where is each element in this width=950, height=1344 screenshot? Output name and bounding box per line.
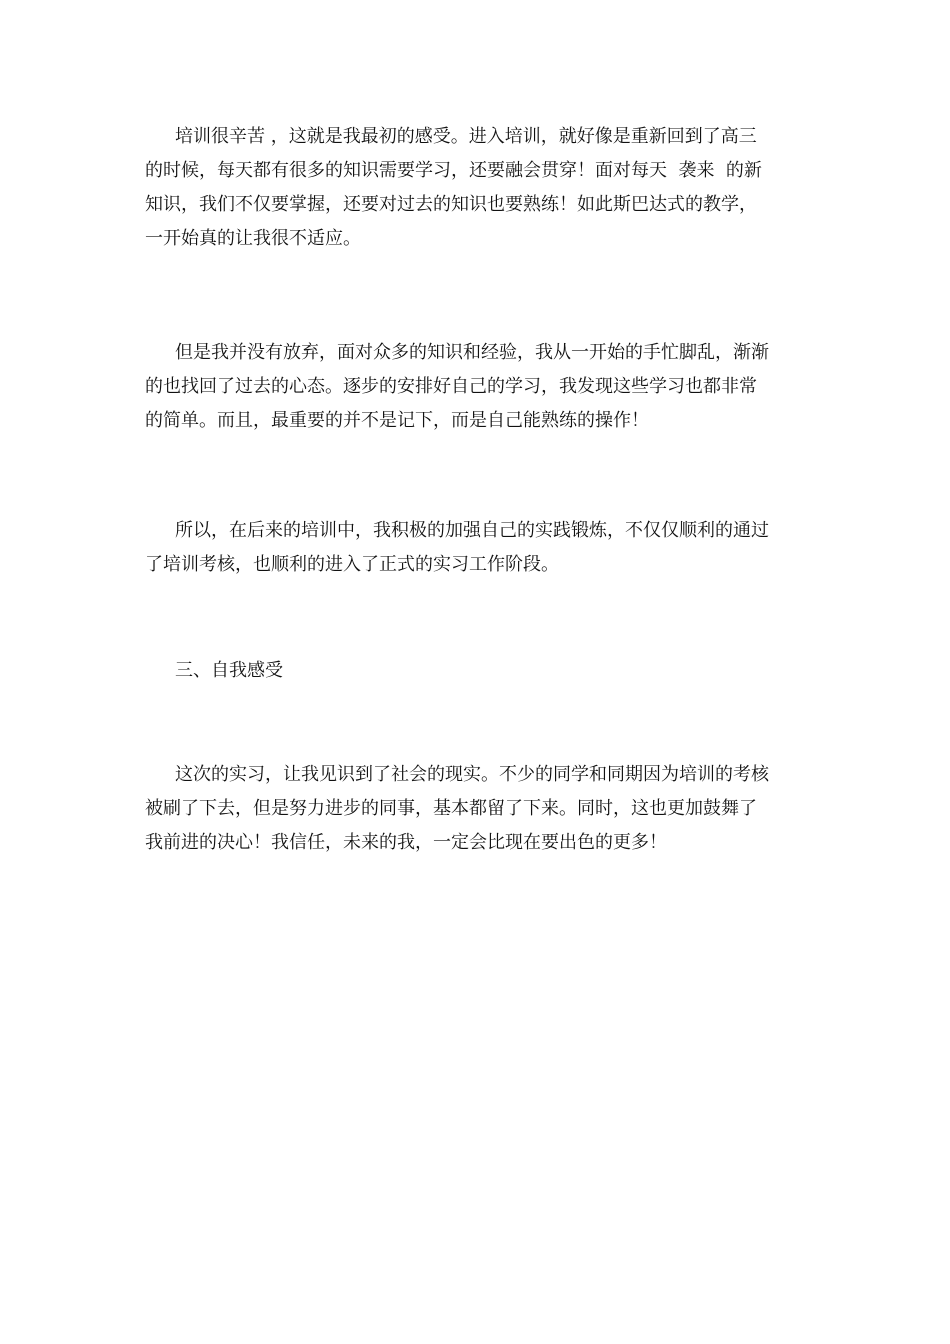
text-line: 知识，我们不仅要掌握，还要对过去的知识也要熟练！如此斯巴达式的教学，	[145, 194, 757, 215]
section-heading-text: 三、自我感受	[175, 660, 283, 681]
paragraph-self-reflection	[145, 758, 807, 860]
text-line: 这次的实习，让我见识到了社会的现实。不少的同学和同期因为培训的考核	[175, 764, 769, 785]
text-line: 的也找回了过去的心态。逐步的安排好自己的学习，我发现这些学习也都非常	[145, 376, 757, 397]
paragraph-training-hardship	[145, 120, 807, 256]
text-line: 了培训考核，也顺利的进入了正式的实习工作阶段。	[145, 554, 559, 575]
text-line: 被刷了下去，但是努力进步的同事，基本都留了下来。同时，这也更加鼓舞了	[145, 798, 757, 819]
text-line: 的简单。而且，最重要的并不是记下，而是自己能熟练的操作！	[145, 410, 649, 431]
text-line: 我前进的决心！我信任，未来的我，一定会比现在要出色的更多！	[145, 832, 667, 853]
text-line: 培训很辛苦 ，这就是我最初的感受。进入培训，就好像是重新回到了高三	[175, 126, 757, 147]
paragraph-passed-assessment	[145, 514, 807, 582]
section-heading	[145, 654, 807, 688]
text-line: 所以，在后来的培训中，我积极的加强自己的实践锻炼，不仅仅顺利的通过	[175, 520, 769, 541]
text-line: 的时候，每天都有很多的知识需要学习，还要融会贯穿！面对每天 袭来 的新	[145, 160, 762, 181]
paragraph-did-not-give-up	[145, 336, 807, 438]
text-line: 一开始真的让我很不适应。	[145, 228, 361, 249]
text-line: 但是我并没有放弃，面对众多的知识和经验，我从一开始的手忙脚乱，渐渐	[175, 342, 769, 363]
